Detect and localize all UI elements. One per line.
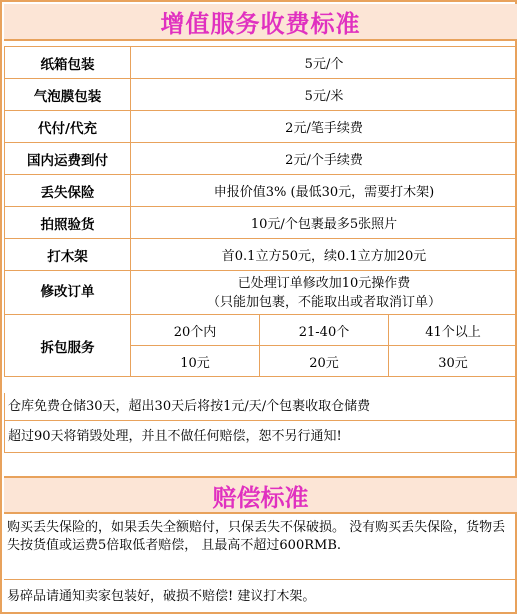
split-tier-header: 20个内 xyxy=(131,315,260,346)
compensation-text: 购买丢失保险的，如果丢失全额赔付，只保丢失不保破损。 没有购买丢失保险，货物丢失按货值或运费5倍取低者赔偿， 且最高不超过600RMB. xyxy=(4,516,517,580)
table-row xyxy=(5,111,517,143)
table-row xyxy=(5,79,517,111)
row-label: 气泡膜包装 xyxy=(5,79,131,111)
storage-note: 超过90天将销毁处理，并且不做任何赔偿，恕不另行通知! xyxy=(4,421,517,453)
table-row xyxy=(5,47,517,79)
row-label: 拍照验货 xyxy=(5,207,131,239)
row-value: 5元/米 xyxy=(131,79,517,111)
row-label: 纸箱包装 xyxy=(5,47,131,79)
row-label: 国内运费到付 xyxy=(5,143,131,175)
row-value: 10元/个包裹最多5张照片 xyxy=(131,207,517,239)
row-label: 修改订单 xyxy=(5,271,131,315)
modify-line-1: 已处理订单修改加10元操作费 xyxy=(237,275,411,291)
storage-note: 仓库免费仓储30天，超出30天后将按1元/天/个包裹收取仓储费 xyxy=(4,393,517,421)
row-label: 打木架 xyxy=(5,239,131,271)
compensation-title: 赔偿标准 xyxy=(4,476,517,514)
table-row xyxy=(5,175,517,207)
row-value: 5元/个 xyxy=(131,47,517,79)
row-label: 丢失保险 xyxy=(5,175,131,207)
row-label: 代付/代充 xyxy=(5,111,131,143)
split-tier-price: 20元 xyxy=(260,346,389,377)
row-label: 拆包服务 xyxy=(5,315,131,377)
split-tier-price: 30元 xyxy=(389,346,517,377)
row-value: 首0.1立方50元，续0.1立方加20元 xyxy=(131,239,517,271)
storage-notes xyxy=(4,393,517,453)
row-value: 2元/个手续费 xyxy=(131,143,517,175)
table-row xyxy=(5,271,517,315)
table-row xyxy=(5,239,517,271)
split-tier-header: 41个以上 xyxy=(389,315,517,346)
service-fee-table xyxy=(4,46,517,377)
page-title: 增值服务收费标准 xyxy=(4,4,517,41)
table-row xyxy=(5,315,517,346)
modify-line-2: （只能加包裹，不能取出或者取消订单） xyxy=(206,294,441,310)
split-tier-header: 21-40个 xyxy=(260,315,389,346)
fragile-note: 易碎品请通知卖家包装好，破损不赔偿! 建议打木架。 xyxy=(7,589,316,604)
split-tier-price: 10元 xyxy=(131,346,260,377)
row-value: 申报价值3% (最低30元，需要打木架) xyxy=(131,175,517,207)
row-value xyxy=(131,271,517,315)
row-value: 2元/笔手续费 xyxy=(131,111,517,143)
table-row xyxy=(5,143,517,175)
table-row xyxy=(5,207,517,239)
